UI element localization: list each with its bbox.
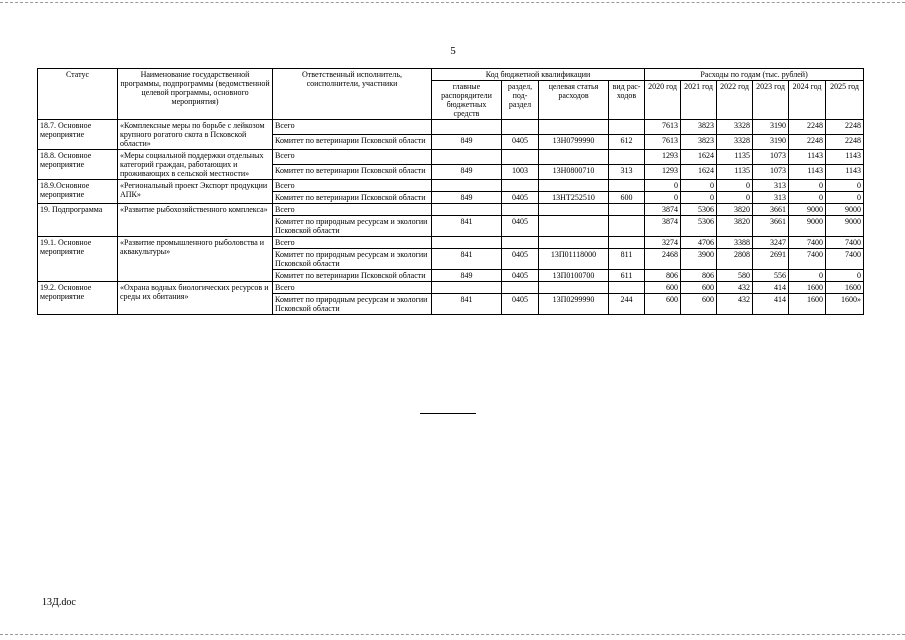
row-grbs: 841 bbox=[432, 216, 502, 237]
row-section bbox=[502, 204, 539, 216]
row-section: 0405 bbox=[502, 270, 539, 282]
row-target: 13Н0800710 bbox=[539, 165, 609, 180]
row-section bbox=[502, 180, 539, 192]
row-target bbox=[539, 120, 609, 135]
header-year-2023: 2023 год bbox=[753, 81, 789, 120]
row-y2022: 1135 bbox=[717, 150, 753, 165]
table-row bbox=[38, 237, 864, 249]
row-y2020: 1293 bbox=[645, 150, 681, 165]
row-y2020: 600 bbox=[645, 294, 681, 315]
row-type: 611 bbox=[609, 270, 645, 282]
row-y2024: 2248 bbox=[789, 135, 826, 150]
row-y2023: 556 bbox=[753, 270, 789, 282]
row-executor: Всего bbox=[273, 204, 432, 216]
table-row bbox=[38, 180, 864, 192]
row-grbs bbox=[432, 180, 502, 192]
row-y2021: 0 bbox=[681, 180, 717, 192]
row-y2023: 1073 bbox=[753, 165, 789, 180]
row-status: 18.9.Основное мероприятие bbox=[38, 180, 118, 204]
row-y2024: 7400 bbox=[789, 249, 826, 270]
row-grbs: 849 bbox=[432, 270, 502, 282]
row-section: 1003 bbox=[502, 165, 539, 180]
row-y2020: 3874 bbox=[645, 204, 681, 216]
row-y2023: 3190 bbox=[753, 120, 789, 135]
header-year-2025: 2025 год bbox=[826, 81, 864, 120]
row-target bbox=[539, 150, 609, 165]
row-y2025: 0 bbox=[826, 270, 864, 282]
row-grbs bbox=[432, 120, 502, 135]
row-executor: Всего bbox=[273, 282, 432, 294]
row-y2022: 3328 bbox=[717, 135, 753, 150]
row-y2021: 1624 bbox=[681, 150, 717, 165]
row-y2022: 0 bbox=[717, 192, 753, 204]
row-name: «Региональный проект Экспорт продукции АПК» bbox=[118, 180, 273, 204]
row-y2022: 0 bbox=[717, 180, 753, 192]
header-expenses: Расходы по годам (тыс. рублей) bbox=[645, 69, 864, 81]
row-name: «Меры социальной поддержки отдельных категорий граждан, работающих и проживающих в сельской местности» bbox=[118, 150, 273, 180]
row-y2025: 9000 bbox=[826, 204, 864, 216]
row-y2023: 3247 bbox=[753, 237, 789, 249]
row-y2020: 0 bbox=[645, 192, 681, 204]
row-y2020: 806 bbox=[645, 270, 681, 282]
row-grbs bbox=[432, 282, 502, 294]
row-y2020: 3874 bbox=[645, 216, 681, 237]
row-section: 0405 bbox=[502, 294, 539, 315]
row-y2022: 580 bbox=[717, 270, 753, 282]
page-number: 5 bbox=[450, 45, 456, 57]
row-executor: Всего bbox=[273, 120, 432, 135]
row-name: «Развитие промышленного рыболовства и аквакультуры» bbox=[118, 237, 273, 282]
row-y2025: 2248 bbox=[826, 135, 864, 150]
row-grbs bbox=[432, 150, 502, 165]
row-executor: Всего bbox=[273, 150, 432, 165]
table-row bbox=[38, 282, 864, 294]
row-target bbox=[539, 180, 609, 192]
row-y2022: 1135 bbox=[717, 165, 753, 180]
row-y2025: 0 bbox=[826, 192, 864, 204]
row-section bbox=[502, 282, 539, 294]
row-y2023: 313 bbox=[753, 192, 789, 204]
row-target: 13Н0799990 bbox=[539, 135, 609, 150]
row-y2024: 9000 bbox=[789, 204, 826, 216]
header-budget-code: Код бюджетной квалификации bbox=[432, 69, 645, 81]
footer-file-name: 13Д.doc bbox=[42, 597, 76, 608]
table-row bbox=[38, 204, 864, 216]
row-grbs bbox=[432, 204, 502, 216]
row-target: 13НТ252510 bbox=[539, 192, 609, 204]
row-y2025: 7400 bbox=[826, 249, 864, 270]
row-y2020: 3274 bbox=[645, 237, 681, 249]
row-target: 13П0100700 bbox=[539, 270, 609, 282]
row-name: «Комплексные меры по борьбе с лейкозом крупного рогатого скота в Псковской области» bbox=[118, 120, 273, 150]
row-executor: Комитет по природным ресурсам и экологии Псковской области bbox=[273, 249, 432, 270]
row-type bbox=[609, 120, 645, 135]
row-status: 19.2. Основное мероприятие bbox=[38, 282, 118, 315]
header-executor: Ответственный исполнитель, соисполнители, участники bbox=[273, 69, 432, 120]
row-y2025: 1143 bbox=[826, 150, 864, 165]
row-y2022: 3820 bbox=[717, 216, 753, 237]
row-type bbox=[609, 150, 645, 165]
row-y2025: 0 bbox=[826, 180, 864, 192]
row-y2025: 1600» bbox=[826, 294, 864, 315]
row-target: 13П01118000 bbox=[539, 249, 609, 270]
header-year-2024: 2024 год bbox=[789, 81, 826, 120]
row-y2020: 1293 bbox=[645, 165, 681, 180]
row-executor: Комитет по ветеринарии Псковской области bbox=[273, 135, 432, 150]
row-y2023: 414 bbox=[753, 294, 789, 315]
row-status: 19. Подпрограмма bbox=[38, 204, 118, 237]
row-section: 0405 bbox=[502, 249, 539, 270]
row-y2022: 3388 bbox=[717, 237, 753, 249]
row-target: 13П0299990 bbox=[539, 294, 609, 315]
row-y2022: 3820 bbox=[717, 204, 753, 216]
row-executor: Комитет по ветеринарии Псковской области bbox=[273, 270, 432, 282]
row-y2025: 1143 bbox=[826, 165, 864, 180]
row-y2024: 1143 bbox=[789, 150, 826, 165]
row-y2023: 3190 bbox=[753, 135, 789, 150]
budget-table bbox=[37, 68, 864, 315]
row-type: 600 bbox=[609, 192, 645, 204]
row-y2020: 7613 bbox=[645, 120, 681, 135]
row-target bbox=[539, 282, 609, 294]
row-executor: Комитет по ветеринарии Псковской области bbox=[273, 165, 432, 180]
row-y2021: 4706 bbox=[681, 237, 717, 249]
row-y2023: 3661 bbox=[753, 216, 789, 237]
row-y2025: 2248 bbox=[826, 120, 864, 135]
header-section: раздел, под-раздел bbox=[502, 81, 539, 120]
row-y2022: 432 bbox=[717, 282, 753, 294]
row-section: 0405 bbox=[502, 216, 539, 237]
end-of-table-line bbox=[420, 413, 476, 414]
row-grbs: 841 bbox=[432, 294, 502, 315]
row-y2021: 3900 bbox=[681, 249, 717, 270]
header-year-2020: 2020 год bbox=[645, 81, 681, 120]
row-y2025: 1600 bbox=[826, 282, 864, 294]
row-type bbox=[609, 216, 645, 237]
row-grbs bbox=[432, 237, 502, 249]
row-target bbox=[539, 204, 609, 216]
row-y2024: 1600 bbox=[789, 282, 826, 294]
row-type bbox=[609, 180, 645, 192]
row-y2021: 600 bbox=[681, 282, 717, 294]
row-executor: Комитет по ветеринарии Псковской области bbox=[273, 192, 432, 204]
row-y2021: 3823 bbox=[681, 135, 717, 150]
row-y2024: 0 bbox=[789, 270, 826, 282]
row-executor: Комитет по природным ресурсам и экологии Псковской области bbox=[273, 294, 432, 315]
row-section: 0405 bbox=[502, 135, 539, 150]
row-y2020: 2468 bbox=[645, 249, 681, 270]
row-y2021: 806 bbox=[681, 270, 717, 282]
row-y2020: 7613 bbox=[645, 135, 681, 150]
row-y2021: 5306 bbox=[681, 204, 717, 216]
row-y2024: 7400 bbox=[789, 237, 826, 249]
row-y2025: 7400 bbox=[826, 237, 864, 249]
scan-edge-top bbox=[0, 2, 905, 3]
header-target: целевая статья расходов bbox=[539, 81, 609, 120]
row-target bbox=[539, 216, 609, 237]
row-y2021: 1624 bbox=[681, 165, 717, 180]
row-y2023: 1073 bbox=[753, 150, 789, 165]
row-y2025: 9000 bbox=[826, 216, 864, 237]
table-body bbox=[38, 120, 864, 315]
row-section: 0405 bbox=[502, 192, 539, 204]
row-grbs: 841 bbox=[432, 249, 502, 270]
row-type: 612 bbox=[609, 135, 645, 150]
row-y2023: 2691 bbox=[753, 249, 789, 270]
row-target bbox=[539, 237, 609, 249]
row-type bbox=[609, 204, 645, 216]
row-section bbox=[502, 237, 539, 249]
row-section bbox=[502, 120, 539, 135]
row-y2024: 0 bbox=[789, 192, 826, 204]
scan-edge-bottom bbox=[0, 634, 905, 635]
row-type: 244 bbox=[609, 294, 645, 315]
row-y2024: 9000 bbox=[789, 216, 826, 237]
table-row bbox=[38, 120, 864, 135]
row-type: 313 bbox=[609, 165, 645, 180]
header-year-2021: 2021 год bbox=[681, 81, 717, 120]
row-executor: Всего bbox=[273, 237, 432, 249]
row-y2022: 2808 bbox=[717, 249, 753, 270]
table-row bbox=[38, 150, 864, 165]
row-y2024: 0 bbox=[789, 180, 826, 192]
row-name: «Развитие рыбохозяйственного комплекса» bbox=[118, 204, 273, 237]
row-y2021: 3823 bbox=[681, 120, 717, 135]
header-grbs: главные распорядители бюджетных средств bbox=[432, 81, 502, 120]
header-year-2022: 2022 год bbox=[717, 81, 753, 120]
row-executor: Всего bbox=[273, 180, 432, 192]
row-y2023: 3661 bbox=[753, 204, 789, 216]
header-name: Наименование государственной программы, подпрограммы (ведомственной целевой программы, основного мероприятия) bbox=[118, 69, 273, 120]
table-header bbox=[38, 69, 864, 120]
row-y2021: 0 bbox=[681, 192, 717, 204]
row-executor: Комитет по природным ресурсам и экологии Псковской области bbox=[273, 216, 432, 237]
row-y2024: 1143 bbox=[789, 165, 826, 180]
row-y2020: 600 bbox=[645, 282, 681, 294]
row-grbs: 849 bbox=[432, 135, 502, 150]
row-y2023: 313 bbox=[753, 180, 789, 192]
row-type bbox=[609, 282, 645, 294]
row-status: 19.1. Основное мероприятие bbox=[38, 237, 118, 282]
row-type bbox=[609, 237, 645, 249]
row-section bbox=[502, 150, 539, 165]
header-status: Статус bbox=[38, 69, 118, 120]
row-name: «Охрана водных биологических ресурсов и среды их обитания» bbox=[118, 282, 273, 315]
row-y2023: 414 bbox=[753, 282, 789, 294]
row-y2024: 1600 bbox=[789, 294, 826, 315]
row-type: 811 bbox=[609, 249, 645, 270]
row-grbs: 849 bbox=[432, 165, 502, 180]
row-status: 18.8. Основное мероприятие bbox=[38, 150, 118, 180]
row-y2020: 0 bbox=[645, 180, 681, 192]
header-type: вид рас-ходов bbox=[609, 81, 645, 120]
row-y2022: 432 bbox=[717, 294, 753, 315]
row-y2022: 3328 bbox=[717, 120, 753, 135]
row-y2021: 600 bbox=[681, 294, 717, 315]
row-status: 18.7. Основное мероприятие bbox=[38, 120, 118, 150]
row-y2021: 5306 bbox=[681, 216, 717, 237]
row-y2024: 2248 bbox=[789, 120, 826, 135]
row-grbs: 849 bbox=[432, 192, 502, 204]
